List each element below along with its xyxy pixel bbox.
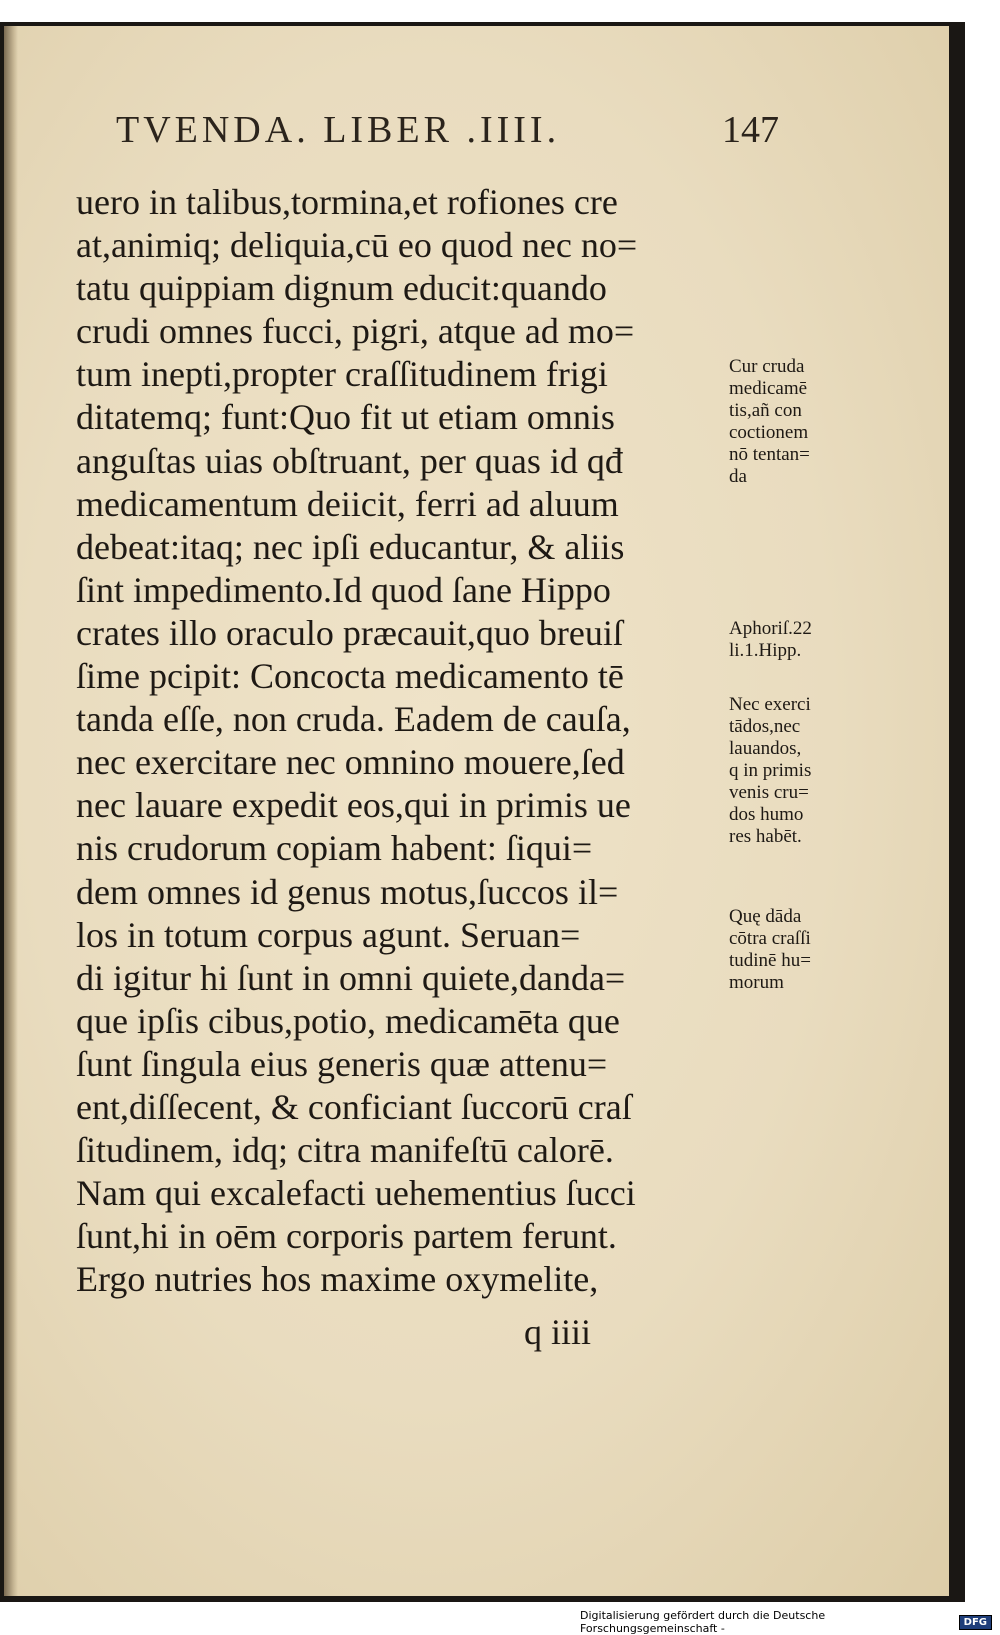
margin-note-que-danda	[729, 906, 929, 994]
running-title: TVENDA. LIBER .IIII.	[116, 109, 561, 151]
page-header	[116, 108, 779, 158]
margin-note-line: res habēt.	[729, 826, 802, 847]
text-line: los in totum corpus agunt. Seruan=	[76, 914, 581, 955]
text-line: at,animiq; deliquia,cū eo quod nec no=	[76, 225, 638, 266]
text-line: Nam qui excalefacti uehementius ſucci	[76, 1173, 636, 1214]
body-text	[76, 181, 736, 1301]
margin-note-line: cōtra craſſi	[729, 928, 811, 949]
text-line: nec exercitare nec omnino mouere,ſed	[76, 742, 625, 783]
margin-note-line: li.1.Hipp.	[729, 640, 802, 661]
text-line: ditatemq; funt:Quo fit ut etiam omnis	[76, 397, 615, 438]
margin-note-line: Quę dāda	[729, 906, 802, 927]
text-line: crudi omnes fucci, pigri, atque ad mo=	[76, 311, 635, 352]
margin-note-line: morum	[729, 972, 784, 993]
margin-note-line: Nec exerci	[729, 694, 811, 715]
margin-note-line: dos humo	[729, 804, 804, 825]
margin-note-line: Aphoriſ.22	[729, 618, 812, 639]
page-edge-shadow	[4, 26, 18, 1596]
text-line: ſunt,hi in oēm corporis partem ferunt.	[76, 1216, 617, 1257]
text-line: debeat:itaq; nec ipſi educantur, & aliis	[76, 526, 625, 567]
dfg-logo: DFG	[959, 1615, 992, 1630]
margin-note-line: tis,añ con	[729, 400, 802, 421]
text-line: anguſtas uias obſtruant, per quas id qđ	[76, 440, 623, 481]
margin-note-nec-exercitandos	[729, 694, 929, 848]
digitization-credit	[580, 1609, 992, 1635]
text-line: tum inepti,propter craſſitudinem frigi	[76, 354, 608, 395]
margin-note-line: tudinē hu=	[729, 950, 811, 971]
margin-note-line: venis cru=	[729, 782, 809, 803]
text-line: ſint impedimento.Id quod ſane Hippo	[76, 569, 611, 610]
margin-note-line: q in primis	[729, 760, 812, 781]
text-line: nec lauare expedit eos,qui in primis ue	[76, 785, 631, 826]
text-line: ſunt ſingula eius generis quæ attenu=	[76, 1043, 608, 1084]
margin-note-line: Cur cruda	[729, 356, 805, 377]
margin-note-line: tādos,nec	[729, 716, 801, 737]
margin-note-cur-cruda	[729, 356, 929, 488]
book-page	[4, 26, 949, 1596]
text-line: ſitudinem, idq; citra manifeſtū calorē.	[76, 1130, 614, 1171]
text-line: dem omnes id genus motus,ſuccos il=	[76, 871, 619, 912]
text-line: uero in talibus,tormina,et rofiones cre	[76, 182, 618, 222]
text-line: tanda eſſe, non cruda. Eadem de cauſa,	[76, 699, 631, 740]
text-line: ent,diſſecent, & conficiant ſuccorū craſ	[76, 1086, 632, 1127]
text-line: di igitur hi ſunt in omni quiete,danda=	[76, 957, 626, 998]
page-number: 147	[722, 109, 779, 151]
text-line: Ergo nutries hos maxime oxymelite,	[76, 1259, 599, 1300]
text-line: crates illo oraculo præcauit,quo breuiſ	[76, 612, 623, 653]
text-line: ſime pcipit: Concocta medicamento tē	[76, 656, 624, 697]
text-line: nis crudorum copiam habent: ſiqui=	[76, 828, 593, 869]
margin-note-line: medicamē	[729, 378, 808, 399]
text-line: medicamentum deiicit, ferri ad aluum	[76, 483, 619, 524]
margin-note-line: da	[729, 466, 747, 487]
text-line: que ipſis cibus,potio, medicamēta que	[76, 1000, 620, 1041]
margin-note-line: nō tentan=	[729, 444, 810, 465]
signature-mark: q iiii	[524, 1312, 592, 1352]
text-line: tatu quippiam dignum educit:quando	[76, 268, 607, 309]
margin-note-aphorism	[729, 618, 929, 662]
margin-note-line: lauandos,	[729, 738, 802, 759]
margin-note-line: coctionem	[729, 422, 809, 443]
credit-text: Digitalisierung gefördert durch die Deutsche Forschungsgemeinschaft -	[580, 1609, 826, 1635]
